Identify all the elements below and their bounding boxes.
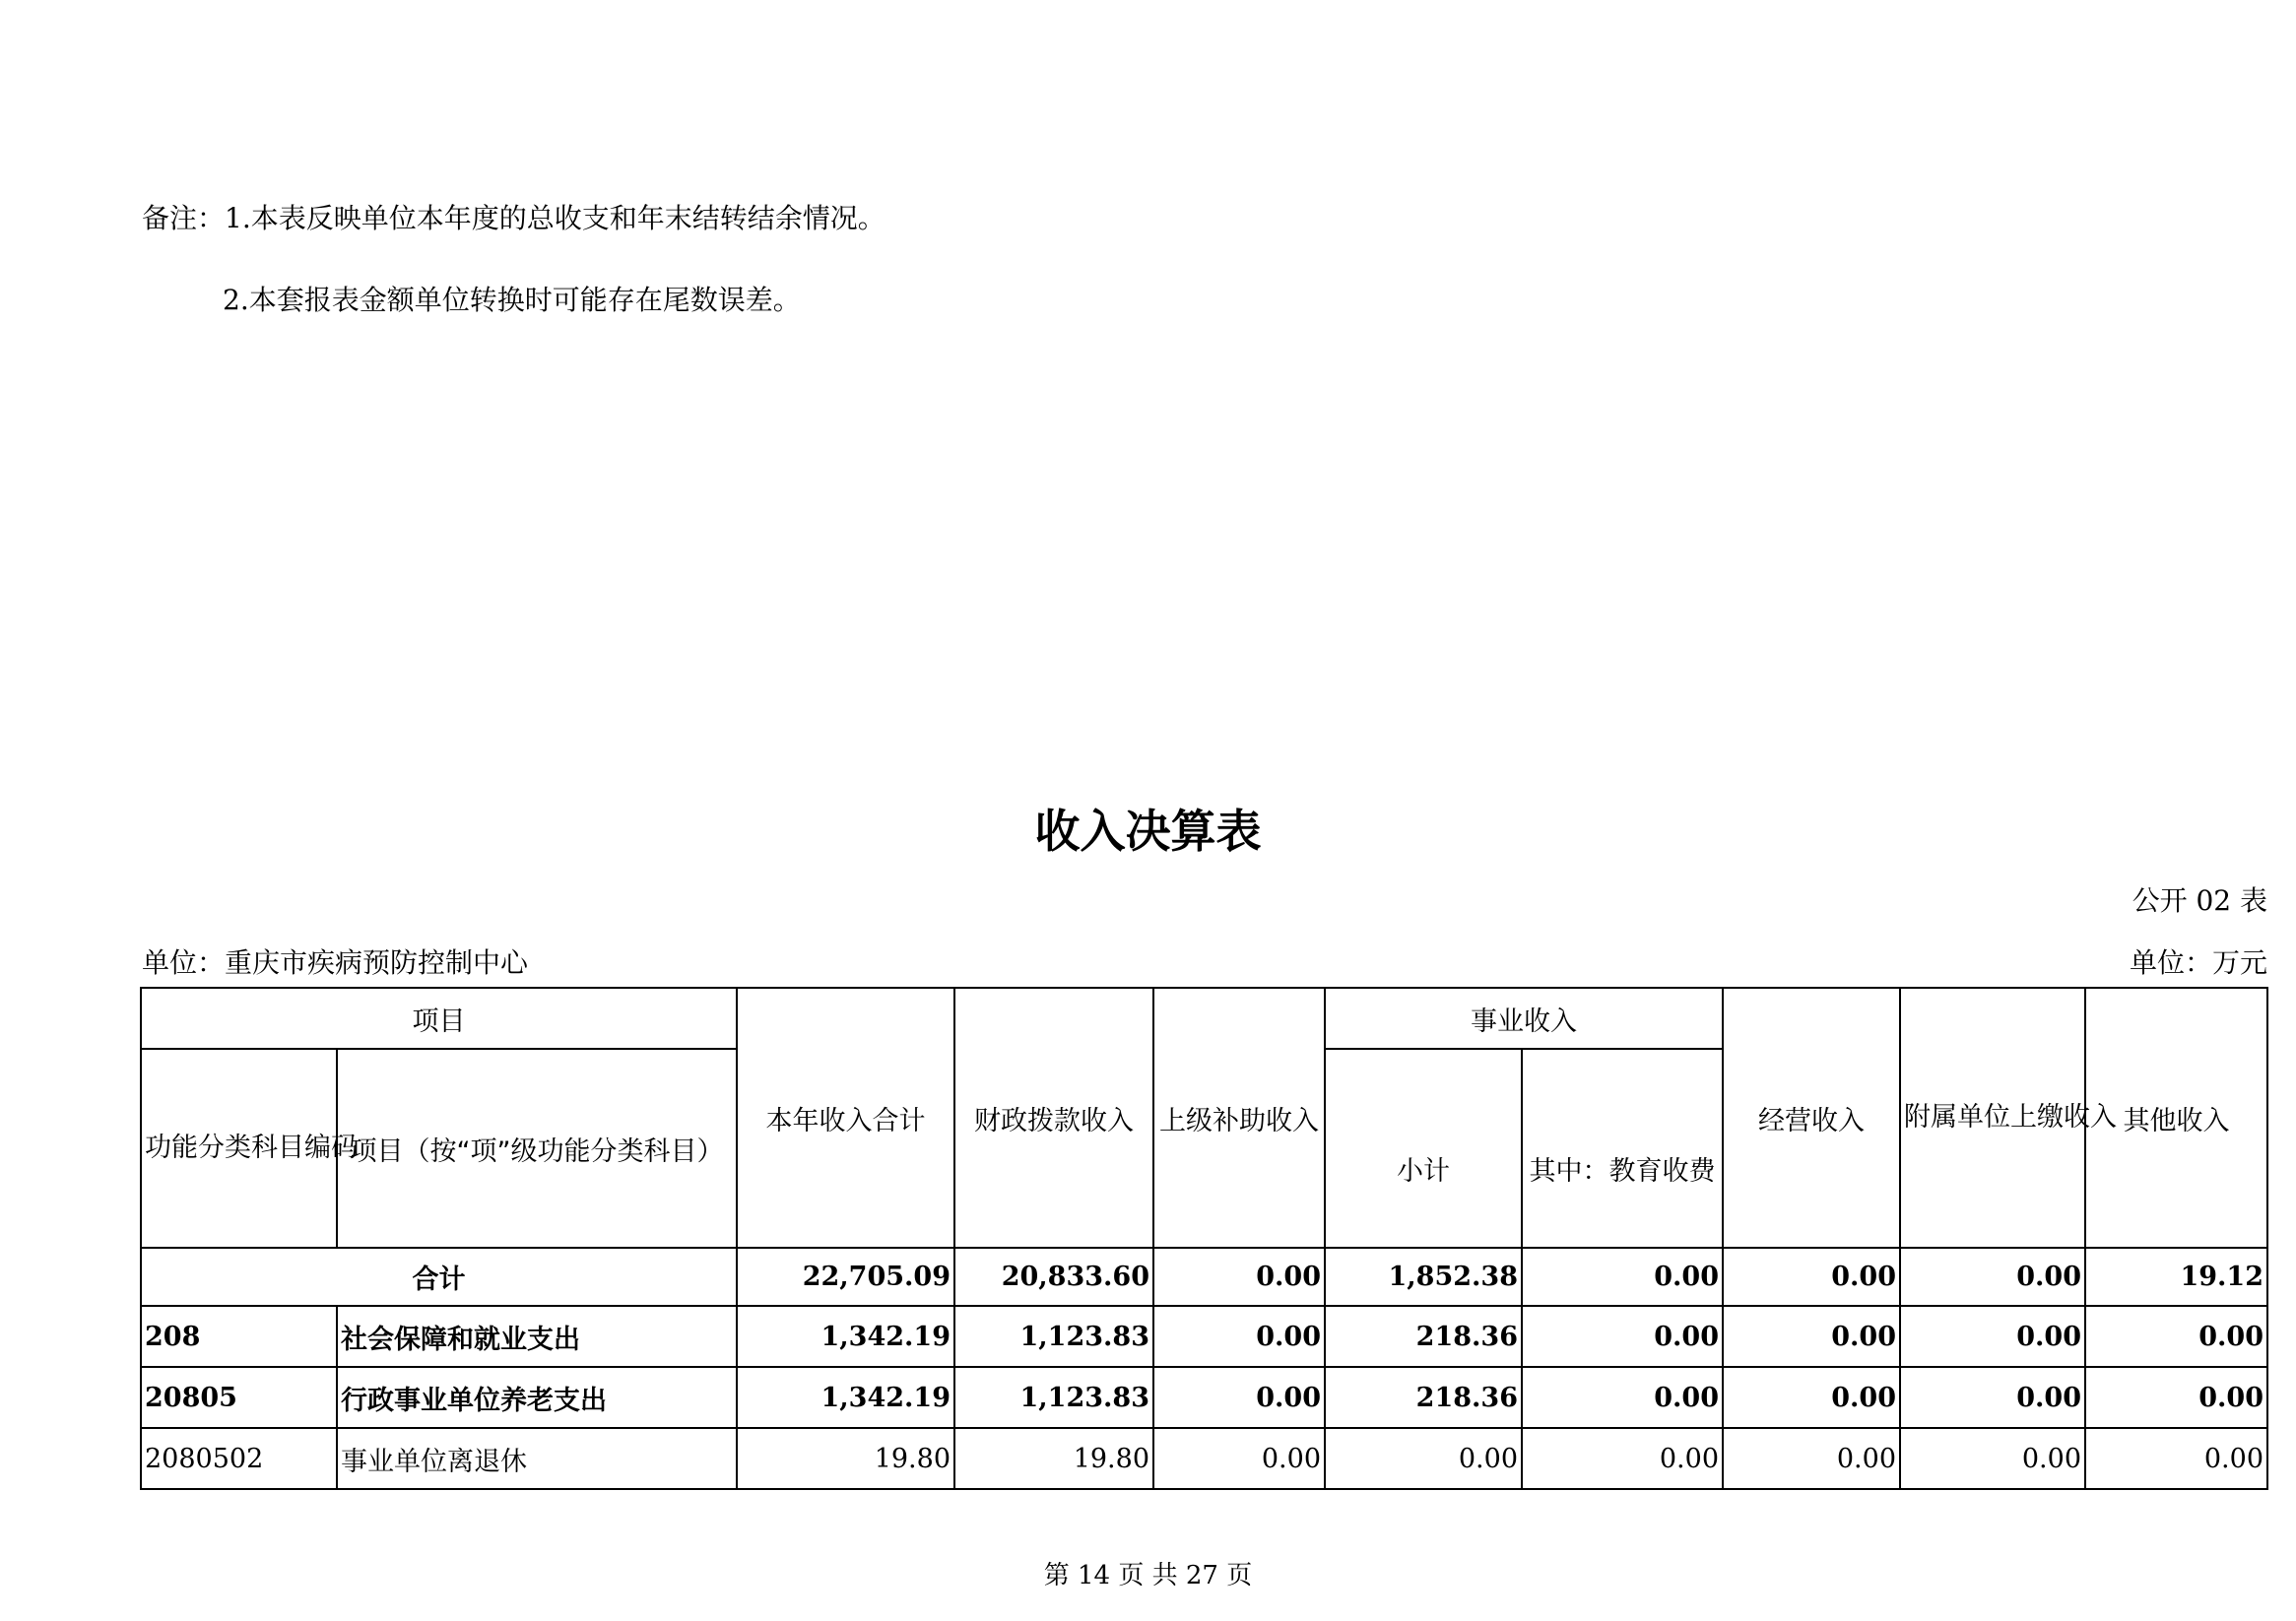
unit-label: 单位：重庆市疾病预防控制中心 [142,946,529,979]
table-row [141,1367,2267,1428]
header-subtotal: 小计 [1325,1049,1522,1248]
currency-label: 单位：万元 [2129,946,2267,979]
cell-subtotal: 218.36 [1325,1306,1522,1367]
header-name: 项目（按“项”级功能分类科目） [337,1049,737,1248]
remark-line-2: 2.本套报表金额单位转换时可能存在尾数误差。 [223,284,801,316]
header-affiliated-income: 附属单位上缴收入 [1900,988,2085,1248]
header-total-income: 本年收入合计 [737,988,954,1248]
cell-total: 19.80 [737,1428,954,1489]
cell-subtotal: 0.00 [1325,1428,1522,1489]
remark-line-1: 备注：1.本表反映单位本年度的总收支和年末结转结余情况。 [142,202,886,234]
form-number: 公开 02 表 [2132,884,2267,917]
cell-fiscal: 19.80 [954,1428,1153,1489]
header-code: 功能分类科目编码 [141,1049,337,1248]
table-title: 收入决算表 [1034,805,1262,858]
cell-education: 0.00 [1522,1248,1723,1306]
cell-name: 行政事业单位养老支出 [337,1367,737,1428]
cell-fiscal: 1,123.83 [954,1306,1153,1367]
cell-superior: 0.00 [1153,1428,1325,1489]
cell-total: 1,342.19 [737,1306,954,1367]
cell-code: 20805 [141,1367,337,1428]
cell-name: 社会保障和就业支出 [337,1306,737,1367]
cell-subtotal: 218.36 [1325,1367,1522,1428]
income-table [140,987,2268,1490]
cell-affiliated: 0.00 [1900,1306,2085,1367]
cell-affiliated: 0.00 [1900,1248,2085,1306]
cell-operating: 0.00 [1723,1306,1900,1367]
header-operating-income: 经营收入 [1723,988,1900,1248]
header-education-fee: 其中：教育收费 [1522,1049,1723,1248]
cell-name: 事业单位离退休 [337,1428,737,1489]
cell-other: 0.00 [2085,1428,2267,1489]
cell-other: 0.00 [2085,1367,2267,1428]
header-other-income: 其他收入 [2085,988,2267,1248]
cell-fiscal: 1,123.83 [954,1367,1153,1428]
cell-operating: 0.00 [1723,1248,1900,1306]
cell-code: 208 [141,1306,337,1367]
cell-superior: 0.00 [1153,1367,1325,1428]
cell-other: 19.12 [2085,1248,2267,1306]
cell-affiliated: 0.00 [1900,1428,2085,1489]
total-label: 合计 [141,1248,737,1306]
page-footer: 第 14 页 共 27 页 [1043,1561,1253,1590]
cell-total: 22,705.09 [737,1248,954,1306]
cell-other: 0.00 [2085,1306,2267,1367]
table-row-total [141,1248,2267,1306]
table-row [141,1428,2267,1489]
table-row [141,1306,2267,1367]
cell-code: 2080502 [141,1428,337,1489]
cell-education: 0.00 [1522,1428,1723,1489]
cell-superior: 0.00 [1153,1306,1325,1367]
cell-education: 0.00 [1522,1306,1723,1367]
cell-affiliated: 0.00 [1900,1367,2085,1428]
cell-fiscal: 20,833.60 [954,1248,1153,1306]
cell-total: 1,342.19 [737,1367,954,1428]
cell-subtotal: 1,852.38 [1325,1248,1522,1306]
header-project: 项目 [141,988,737,1049]
header-superior-subsidy: 上级补助收入 [1153,988,1325,1248]
header-fiscal-income: 财政拨款收入 [954,988,1153,1248]
cell-superior: 0.00 [1153,1248,1325,1306]
cell-operating: 0.00 [1723,1367,1900,1428]
cell-operating: 0.00 [1723,1428,1900,1489]
cell-education: 0.00 [1522,1367,1723,1428]
header-business-income: 事业收入 [1325,988,1723,1049]
